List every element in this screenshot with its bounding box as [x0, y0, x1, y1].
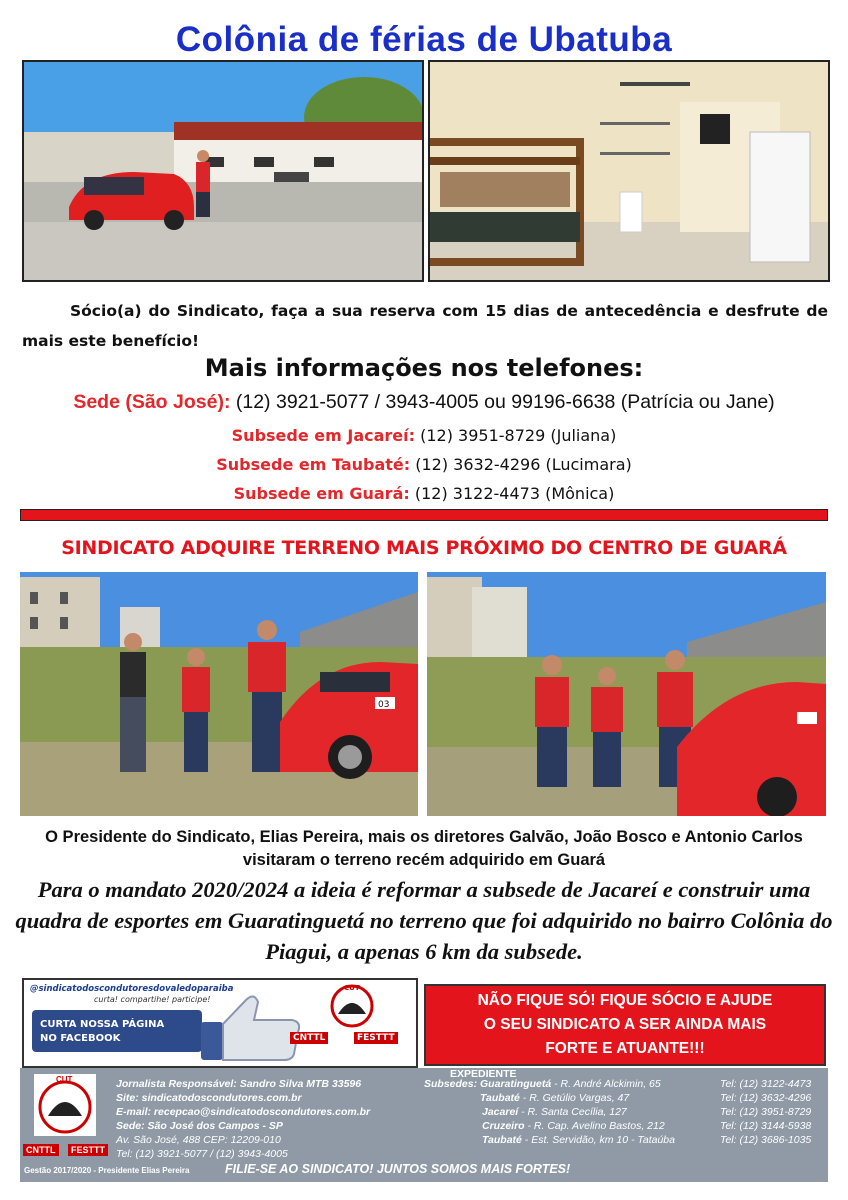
cut-logo — [320, 984, 384, 1028]
subsede-row — [424, 1078, 661, 1090]
contact-label: Subsede em Taubaté: — [216, 455, 411, 474]
contact-taubate — [0, 455, 848, 474]
cta-line-2: O SEU SINDICATO A SER AINDA MAIS — [483, 1016, 767, 1033]
email-address[interactable]: E-mail: recepcao@sindicatodoscondutores.com.br — [116, 1106, 371, 1118]
footer-expediente — [20, 1068, 828, 1182]
footer-cnttl-logo: CNTTL — [23, 1144, 59, 1156]
thumbs-up-icon — [196, 990, 306, 1062]
cnttl-logo: CNTTL — [290, 1032, 328, 1044]
contact-guara — [0, 484, 848, 503]
subsede-address: - Est. Servidão, km 10 - Tataúba — [521, 1134, 675, 1146]
contact-label: Subsede em Jacareí: — [231, 426, 416, 445]
subsede-city: Taubaté — [480, 1092, 520, 1104]
contact-sede — [0, 391, 848, 414]
subsede-address: - R. Getúlio Vargas, 47 — [519, 1092, 630, 1104]
subsede-phone: Tel: (12) 3951-8729 — [720, 1106, 812, 1118]
land-visit-photo-left — [20, 572, 418, 816]
subsede-address: - R. André Alckimin, 65 — [551, 1078, 661, 1090]
subsede-city: Jacareí — [482, 1106, 519, 1118]
subsede-phone: Tel: (12) 3144-5938 — [720, 1120, 812, 1132]
subsede-phone: Tel: (12) 3632-4296 — [720, 1092, 812, 1104]
contact-value: (12) 3632-4296 (Lucimara) — [415, 455, 632, 474]
like-button-line2: NO FACEBOOK — [40, 1033, 121, 1044]
subsede-phone: Tel: (12) 3122-4473 — [720, 1078, 812, 1090]
car-plate-number: 03 — [378, 700, 390, 710]
facebook-handle: @sindicatodoscondutoresdovaledoparaiba — [30, 984, 234, 994]
subsede-row — [482, 1106, 627, 1118]
site-address[interactable]: Site: sindicatodoscondutores.com.br — [116, 1092, 302, 1104]
contact-value: (12) 3122-4473 (Mônica) — [414, 484, 615, 503]
page-title: Colônia de férias de Ubatuba — [175, 20, 673, 59]
subsede-address: - R. Santa Cecília, 127 — [518, 1106, 627, 1118]
news-headline: SINDICATO ADQUIRE TERRENO MAIS PRÓXIMO DO CENTRO DE GUARÁ — [61, 537, 787, 559]
colony-interior-photo — [428, 60, 830, 282]
subsede-phone: Tel: (12) 3686-1035 — [720, 1134, 812, 1146]
subsede-city: Cruzeiro — [482, 1120, 525, 1132]
cta-line-1: NÃO FIQUE SÓ! FIQUE SÓCIO E AJUDE — [477, 992, 773, 1009]
journalist-credit: Jornalista Responsável: Sandro Silva MTB 33596 — [116, 1078, 362, 1090]
facebook-tagline: curta! compartihe! participe! — [94, 995, 211, 1004]
facebook-promo[interactable] — [22, 978, 418, 1068]
reservation-intro-text: Sócio(a) do Sindicato, faça a sua reserva com 15 dias de antecedência e desfrute de mais este benefício! — [22, 302, 828, 350]
subsede-city: Subsedes: Guaratinguetá — [424, 1078, 552, 1090]
cut-logo-text: CUT — [344, 984, 360, 992]
footer-heading: EXPEDIENTE — [450, 1068, 517, 1080]
contact-value: (12) 3951-8729 (Juliana) — [420, 426, 617, 445]
contact-label: Sede (São José): — [73, 391, 231, 413]
sede-heading: Sede: São José dos Campos - SP — [116, 1120, 283, 1132]
like-button-line1: CURTA NOSSA PÁGINA — [40, 1019, 165, 1030]
subsede-row — [482, 1120, 665, 1132]
contact-label: Subsede em Guará: — [233, 484, 410, 503]
festtt-logo: FESTTT — [354, 1032, 398, 1044]
subsede-row — [480, 1092, 629, 1104]
section-divider — [20, 509, 828, 521]
mandate-plan-text: Para o mandato 2020/2024 a ideia é reformar a subsede de Jacareí e construir uma quadra de esportes em Guaratinguetá no terreno que foi adquirido no bairro Colônia do Piagui, a apenas 6 km da subsede. — [15, 877, 833, 964]
contact-jacarei — [0, 426, 848, 445]
colony-exterior-photo — [22, 60, 424, 282]
cta-line-3: FORTE E ATUANTE!!! — [545, 1040, 705, 1057]
footer-cut-logo — [34, 1074, 96, 1136]
like-page-button[interactable] — [32, 1010, 202, 1052]
footer-cut-text: CUT — [56, 1075, 73, 1084]
subsede-city: Taubaté — [482, 1134, 522, 1146]
sede-phones: Tel: (12) 3921-5077 / (12) 3943-4005 — [116, 1148, 288, 1160]
subsede-address: - R. Cap. Avelino Bastos, 212 — [524, 1120, 665, 1132]
footer-slogan: FILIE-SE AO SINDICATO! JUNTOS SOMOS MAIS FORTES! — [225, 1162, 571, 1176]
subsede-row — [482, 1134, 675, 1146]
footer-festtt-logo: FESTTT — [68, 1144, 108, 1156]
photo-caption: O Presidente do Sindicato, Elias Pereira, mais os diretores Galvão, João Bosco e Antonio Carlos visitaram o terreno recém adquirido em Guará — [45, 828, 803, 869]
land-visit-photo-right — [427, 572, 826, 816]
join-union-callout — [424, 984, 826, 1066]
contact-value: (12) 3921-5077 / 3943-4005 ou 99196-6638 (Patrícia ou Jane) — [235, 391, 775, 413]
sede-address: Av. São José, 488 CEP: 12209-010 — [116, 1134, 281, 1146]
info-heading: Mais informações nos telefones: — [204, 354, 644, 382]
management-credit: Gestão 2017/2020 - Presidente Elias Pereira — [24, 1166, 190, 1175]
